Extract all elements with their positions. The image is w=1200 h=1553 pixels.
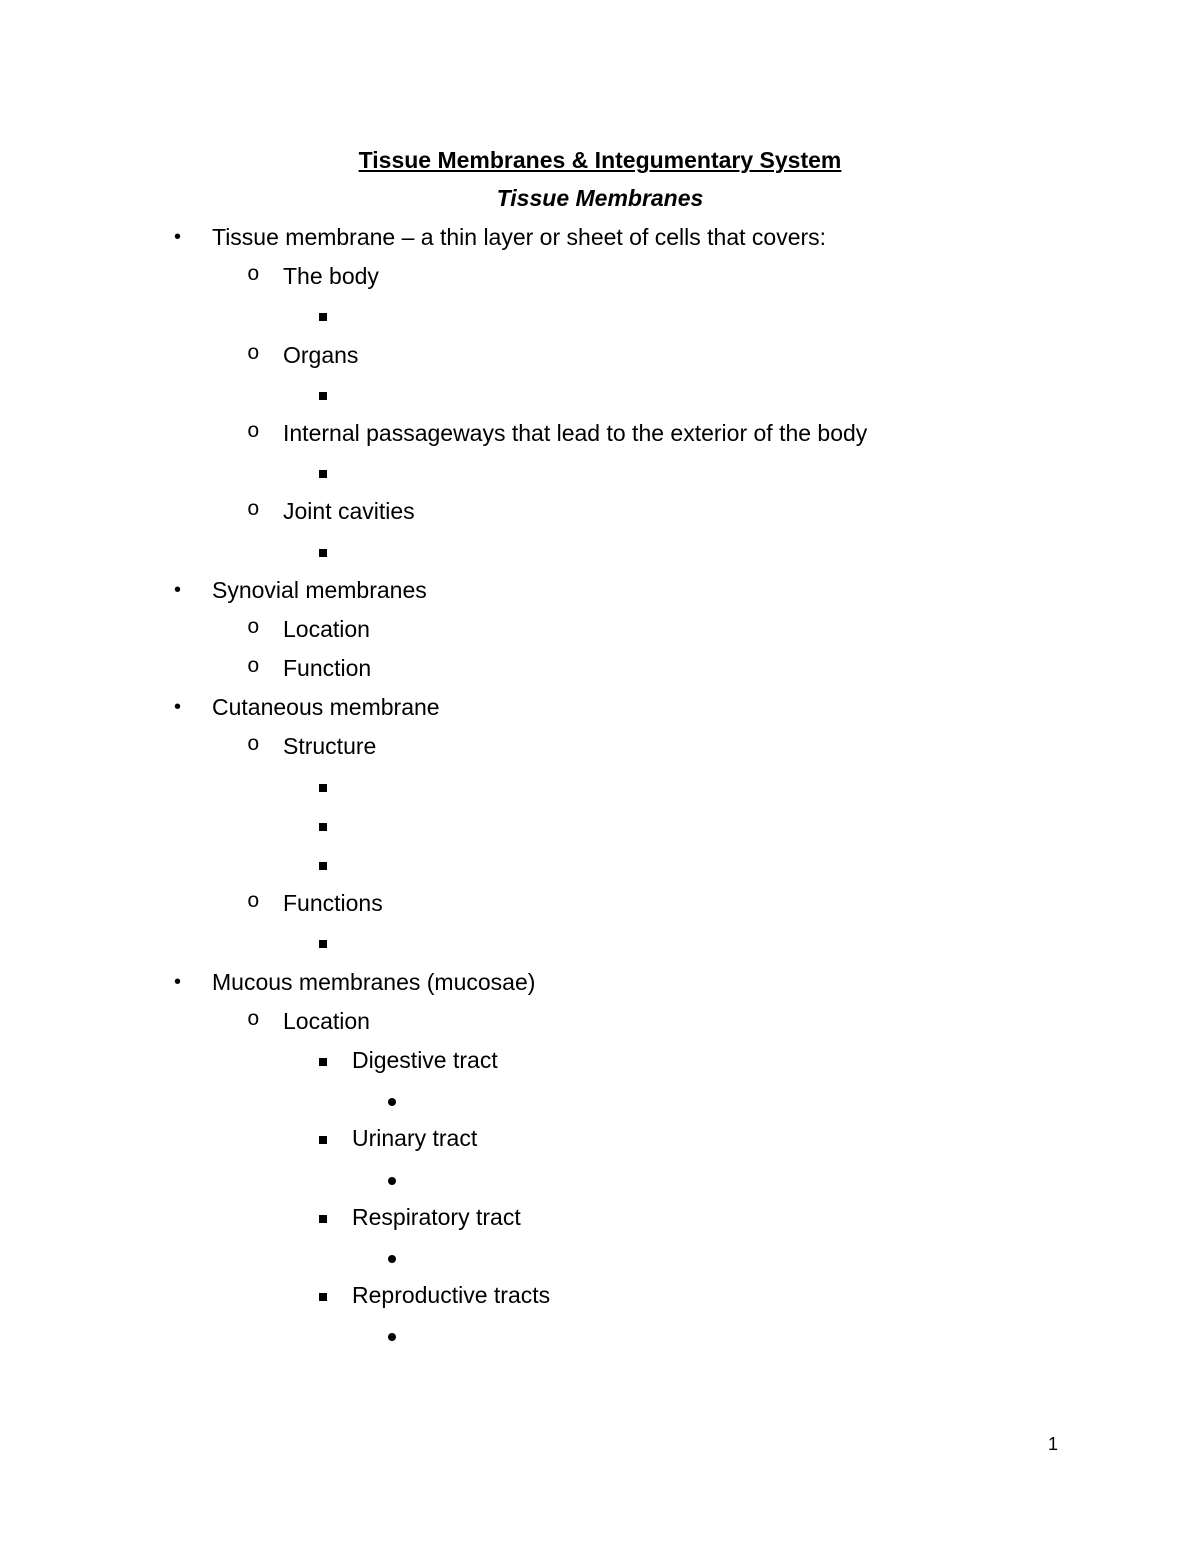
outline-item-level-2 — [0, 1005, 1200, 1044]
outline-item-level-3 — [0, 378, 1200, 417]
outline-item-level-3 — [0, 1122, 1200, 1161]
outline-item-level-2 — [0, 260, 1200, 299]
square-bullet-icon — [319, 862, 327, 870]
outline-item-level-4 — [0, 1162, 1200, 1201]
outline-item-text: Reproductive tracts — [352, 1282, 551, 1309]
circle-bullet-marker: o — [247, 616, 260, 640]
outline-item-level-3 — [0, 456, 1200, 495]
document-title: Tissue Membranes & Integumentary System — [358, 147, 842, 173]
outline-item-text: Digestive tract — [352, 1046, 498, 1073]
section-heading: Tissue Membranes — [496, 185, 704, 211]
dot-bullet-icon — [388, 1255, 396, 1263]
outline-item-level-3 — [0, 1279, 1200, 1318]
outline-item-text: The body — [283, 263, 379, 290]
outline-item-level-2 — [0, 495, 1200, 534]
outline-item-level-1 — [0, 221, 1200, 260]
square-bullet-icon — [319, 823, 327, 831]
square-bullet-icon — [319, 313, 327, 321]
outline-item-text: Tissue membrane – a thin layer or sheet of cells that covers: — [212, 224, 827, 250]
circle-bullet-marker: o — [247, 891, 260, 915]
outline-item-text: Functions — [283, 890, 383, 917]
square-bullet-icon — [319, 392, 327, 400]
outline-list — [0, 221, 1200, 1357]
outline-item-level-1 — [0, 574, 1200, 613]
square-bullet-icon — [319, 549, 327, 557]
outline-item-text: Respiratory tract — [352, 1203, 521, 1230]
square-bullet-icon — [319, 1136, 327, 1144]
square-bullet-icon — [319, 940, 327, 948]
outline-item-level-3 — [0, 770, 1200, 809]
square-bullet-icon — [319, 1215, 327, 1223]
bullet-marker: • — [174, 970, 182, 993]
square-bullet-icon — [319, 1058, 327, 1066]
outline-item-level-1 — [0, 691, 1200, 730]
outline-item-text: Synovial membranes — [212, 576, 427, 603]
circle-bullet-marker: o — [247, 734, 260, 758]
dot-bullet-icon — [388, 1333, 396, 1341]
square-bullet-icon — [319, 784, 327, 792]
circle-bullet-marker: o — [247, 499, 260, 523]
outline-item-level-2 — [0, 652, 1200, 691]
outline-item-level-2 — [0, 613, 1200, 652]
square-bullet-icon — [319, 1293, 327, 1301]
outline-item-level-1 — [0, 966, 1200, 1005]
outline-item-level-3 — [0, 299, 1200, 338]
page-number: 1 — [1048, 1434, 1059, 1454]
dot-bullet-icon — [388, 1177, 396, 1185]
outline-item-level-4 — [0, 1318, 1200, 1357]
outline-item-text: Joint cavities — [283, 498, 415, 525]
outline-item-level-2 — [0, 730, 1200, 769]
outline-item-level-4 — [0, 1240, 1200, 1279]
outline-item-text: Structure — [283, 733, 377, 760]
circle-bullet-marker: o — [247, 420, 260, 444]
outline-item-text: Cutaneous membrane — [212, 694, 440, 721]
outline-item-level-2 — [0, 339, 1200, 378]
outline-item-text: Internal passageways that lead to the exterior of the body — [283, 419, 868, 446]
bullet-marker: • — [174, 578, 182, 601]
bullet-marker: • — [174, 226, 182, 248]
outline-item-level-3 — [0, 535, 1200, 574]
outline-item-level-3 — [0, 809, 1200, 848]
circle-bullet-marker: o — [247, 264, 260, 288]
outline-item-text: Mucous membranes (mucosae) — [212, 968, 536, 995]
square-bullet-icon — [319, 470, 327, 478]
outline-item-text: Urinary tract — [352, 1125, 478, 1152]
outline-item-text: Function — [283, 655, 372, 682]
outline-item-level-3 — [0, 848, 1200, 887]
outline-item-level-4 — [0, 1083, 1200, 1122]
outline-item-text: Location — [283, 1007, 370, 1034]
outline-item-text: Location — [283, 615, 370, 642]
outline-item-level-3 — [0, 1044, 1200, 1083]
circle-bullet-marker: o — [247, 342, 260, 366]
outline-item-level-3 — [0, 926, 1200, 965]
dot-bullet-icon — [388, 1098, 396, 1106]
bullet-marker: • — [174, 696, 182, 719]
circle-bullet-marker: o — [247, 656, 260, 680]
outline-item-level-2 — [0, 887, 1200, 926]
outline-item-level-2 — [0, 417, 1200, 456]
circle-bullet-marker: o — [247, 1008, 260, 1032]
outline-item-text: Organs — [283, 341, 359, 368]
outline-item-level-3 — [0, 1201, 1200, 1240]
